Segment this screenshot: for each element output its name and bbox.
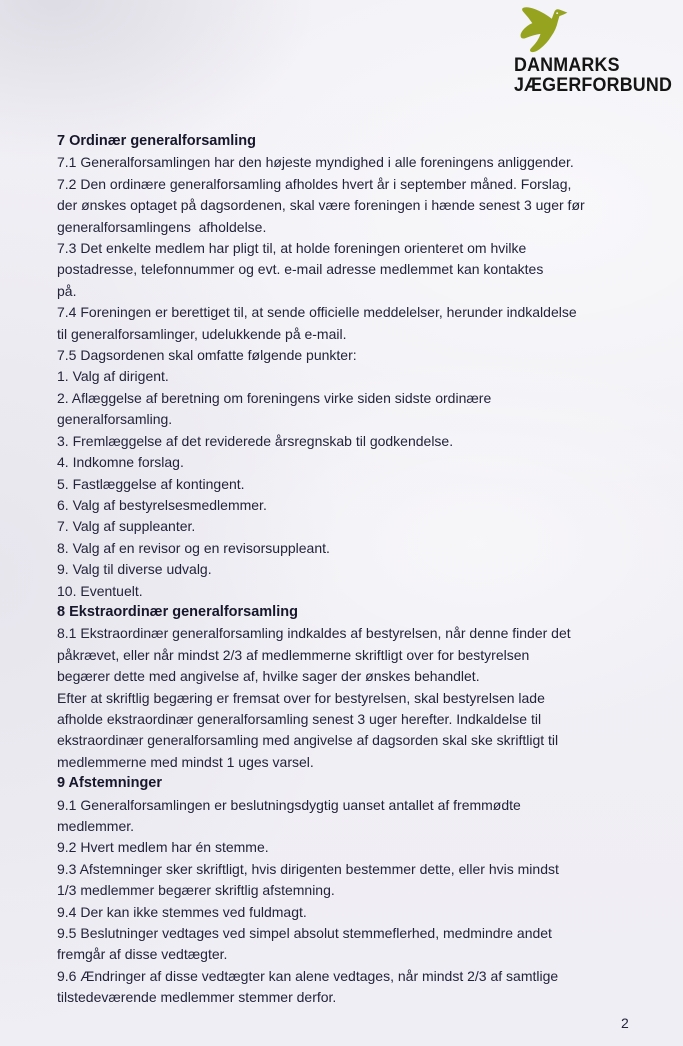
- paragraph: [57, 174, 659, 238]
- paragraph: [57, 538, 659, 559]
- text-line: 8.1 Ekstraordinær generalforsamling indkaldes af bestyrelsen, når denne finder det: [57, 625, 571, 642]
- text-line: der ønskes optaget på dagsordenen, skal være foreningen i hænde senest 3 uger før: [57, 197, 585, 214]
- paragraph: [57, 923, 659, 966]
- paragraph: [57, 388, 659, 431]
- paragraph: [57, 431, 659, 452]
- text-line: 10. Eventuelt.: [57, 582, 143, 599]
- text-line: 9.2 Hvert medlem har én stemme.: [57, 839, 269, 856]
- text-line: til generalforsamlinger, udelukkende på e-mail.: [57, 325, 347, 342]
- text-line: 7.1 Generalforsamlingen har den højeste myndighed i alle foreningens anliggender.: [57, 154, 574, 171]
- paragraph: [57, 238, 659, 302]
- text-line: 9. Valg til diverse udvalg.: [57, 561, 212, 578]
- paragraph: [57, 688, 659, 774]
- org-logo: [514, 4, 679, 95]
- org-name-line2: JÆGERFORBUND: [514, 74, 673, 96]
- paragraph: [57, 581, 659, 602]
- page-number: 2: [621, 1015, 629, 1031]
- text-line: postadresse, telefonnummer og evt. e-mail adresse medlemmet kan kontaktes: [57, 261, 544, 278]
- text-line: begærer dette med angivelse af, hvilke sager der ønskes behandlet.: [57, 668, 480, 685]
- text-line: 7.4 Foreningen er berettiget til, at sende officielle meddelelser, herunder indkaldelse: [57, 304, 577, 321]
- paragraph: [57, 795, 659, 838]
- paragraph: [57, 152, 659, 173]
- text-line: 5. Fastlæggelse af kontingent.: [57, 475, 245, 492]
- paragraph: [57, 495, 659, 516]
- paragraph: [57, 559, 659, 580]
- flying-duck-icon: [518, 4, 570, 56]
- text-line: 7. Valg af suppleanter.: [57, 518, 196, 535]
- text-line: 1/3 medlemmer begærer skriftlig afstemning.: [57, 882, 335, 899]
- text-line: 9.1 Generalforsamlingen er beslutningsdygtig uanset antallet af fremmødte: [57, 796, 521, 813]
- section-heading: [57, 773, 659, 794]
- document-body: [57, 131, 659, 1009]
- text-line: 9.3 Afstemninger sker skriftligt, hvis dirigenten bestemmer dette, eller hvis mindst: [57, 860, 559, 877]
- section-heading: [57, 602, 659, 623]
- text-line: generalforsamling.: [57, 411, 173, 428]
- text-line: 7.3 Det enkelte medlem har pligt til, at holde foreningen orienteret om hvilke: [57, 240, 527, 257]
- text-line: 7.5 Dagsordenen skal omfatte følgende punkter:: [57, 347, 357, 364]
- text-line: 9.6 Ændringer af disse vedtægter kan alene vedtages, når mindst 2/3 af samtlige: [57, 967, 559, 984]
- text-line: 6. Valg af bestyrelsesmedlemmer.: [57, 496, 267, 513]
- paragraph: [57, 859, 659, 902]
- text-line: fremgår af disse vedtægter.: [57, 946, 228, 963]
- paragraph: [57, 902, 659, 923]
- text-line: 9.4 Der kan ikke stemmes ved fuldmagt.: [57, 903, 307, 920]
- text-line: afholde ekstraordinær generalforsamling senest 3 uger herefter. Indkaldelse til: [57, 710, 542, 727]
- text-line: påkrævet, eller når mindst 2/3 af medlemmerne skriftligt over for bestyrelsen: [57, 646, 530, 663]
- text-line: 4. Indkomne forslag.: [57, 454, 184, 471]
- text-line: tilstedeværende medlemmer stemmer derfor.: [57, 989, 337, 1006]
- paragraph: [57, 345, 659, 366]
- paragraph: [57, 837, 659, 858]
- org-name-line1: DANMARKS: [514, 55, 620, 76]
- paragraph: [57, 623, 659, 687]
- paragraph: [57, 366, 659, 387]
- text-line: 2. Aflæggelse af beretning om foreningens virke siden sidste ordinære: [57, 389, 492, 406]
- section-heading: [57, 131, 659, 152]
- text-line: generalforsamlingens afholdelse.: [57, 218, 267, 235]
- text-line: 7 Ordinær generalforsamling: [57, 133, 257, 149]
- text-line: 8. Valg af en revisor og en revisorsuppleant.: [57, 539, 330, 556]
- text-line: medlemmerne med mindst 1 uges varsel.: [57, 753, 314, 770]
- text-line: 7.2 Den ordinære generalforsamling afholdes hvert år i september måned. Forslag,: [57, 175, 572, 192]
- paragraph: [57, 302, 659, 345]
- text-line: 3. Fremlæggelse af det reviderede årsregnskab til godkendelse.: [57, 432, 454, 449]
- text-line: 8 Ekstraordinær generalforsamling: [57, 603, 298, 620]
- text-line: 9.5 Beslutninger vedtages ved simpel absolut stemmeflerhed, medmindre andet: [57, 925, 552, 942]
- paragraph: [57, 966, 659, 1009]
- text-line: 1. Valg af dirigent.: [57, 368, 169, 385]
- text-line: ekstraordinær generalforsamling med angivelse af dagsorden skal ske skriftligt til: [57, 732, 559, 749]
- text-line: Efter at skriftlig begæring er fremsat over for bestyrelsen, skal bestyrelsen lade: [57, 689, 545, 706]
- text-line: på.: [57, 282, 77, 299]
- paragraph: [57, 474, 659, 495]
- text-line: medlemmer.: [57, 818, 135, 834]
- paragraph: [57, 452, 659, 473]
- paragraph: [57, 516, 659, 537]
- text-line: 9 Afstemninger: [57, 775, 163, 792]
